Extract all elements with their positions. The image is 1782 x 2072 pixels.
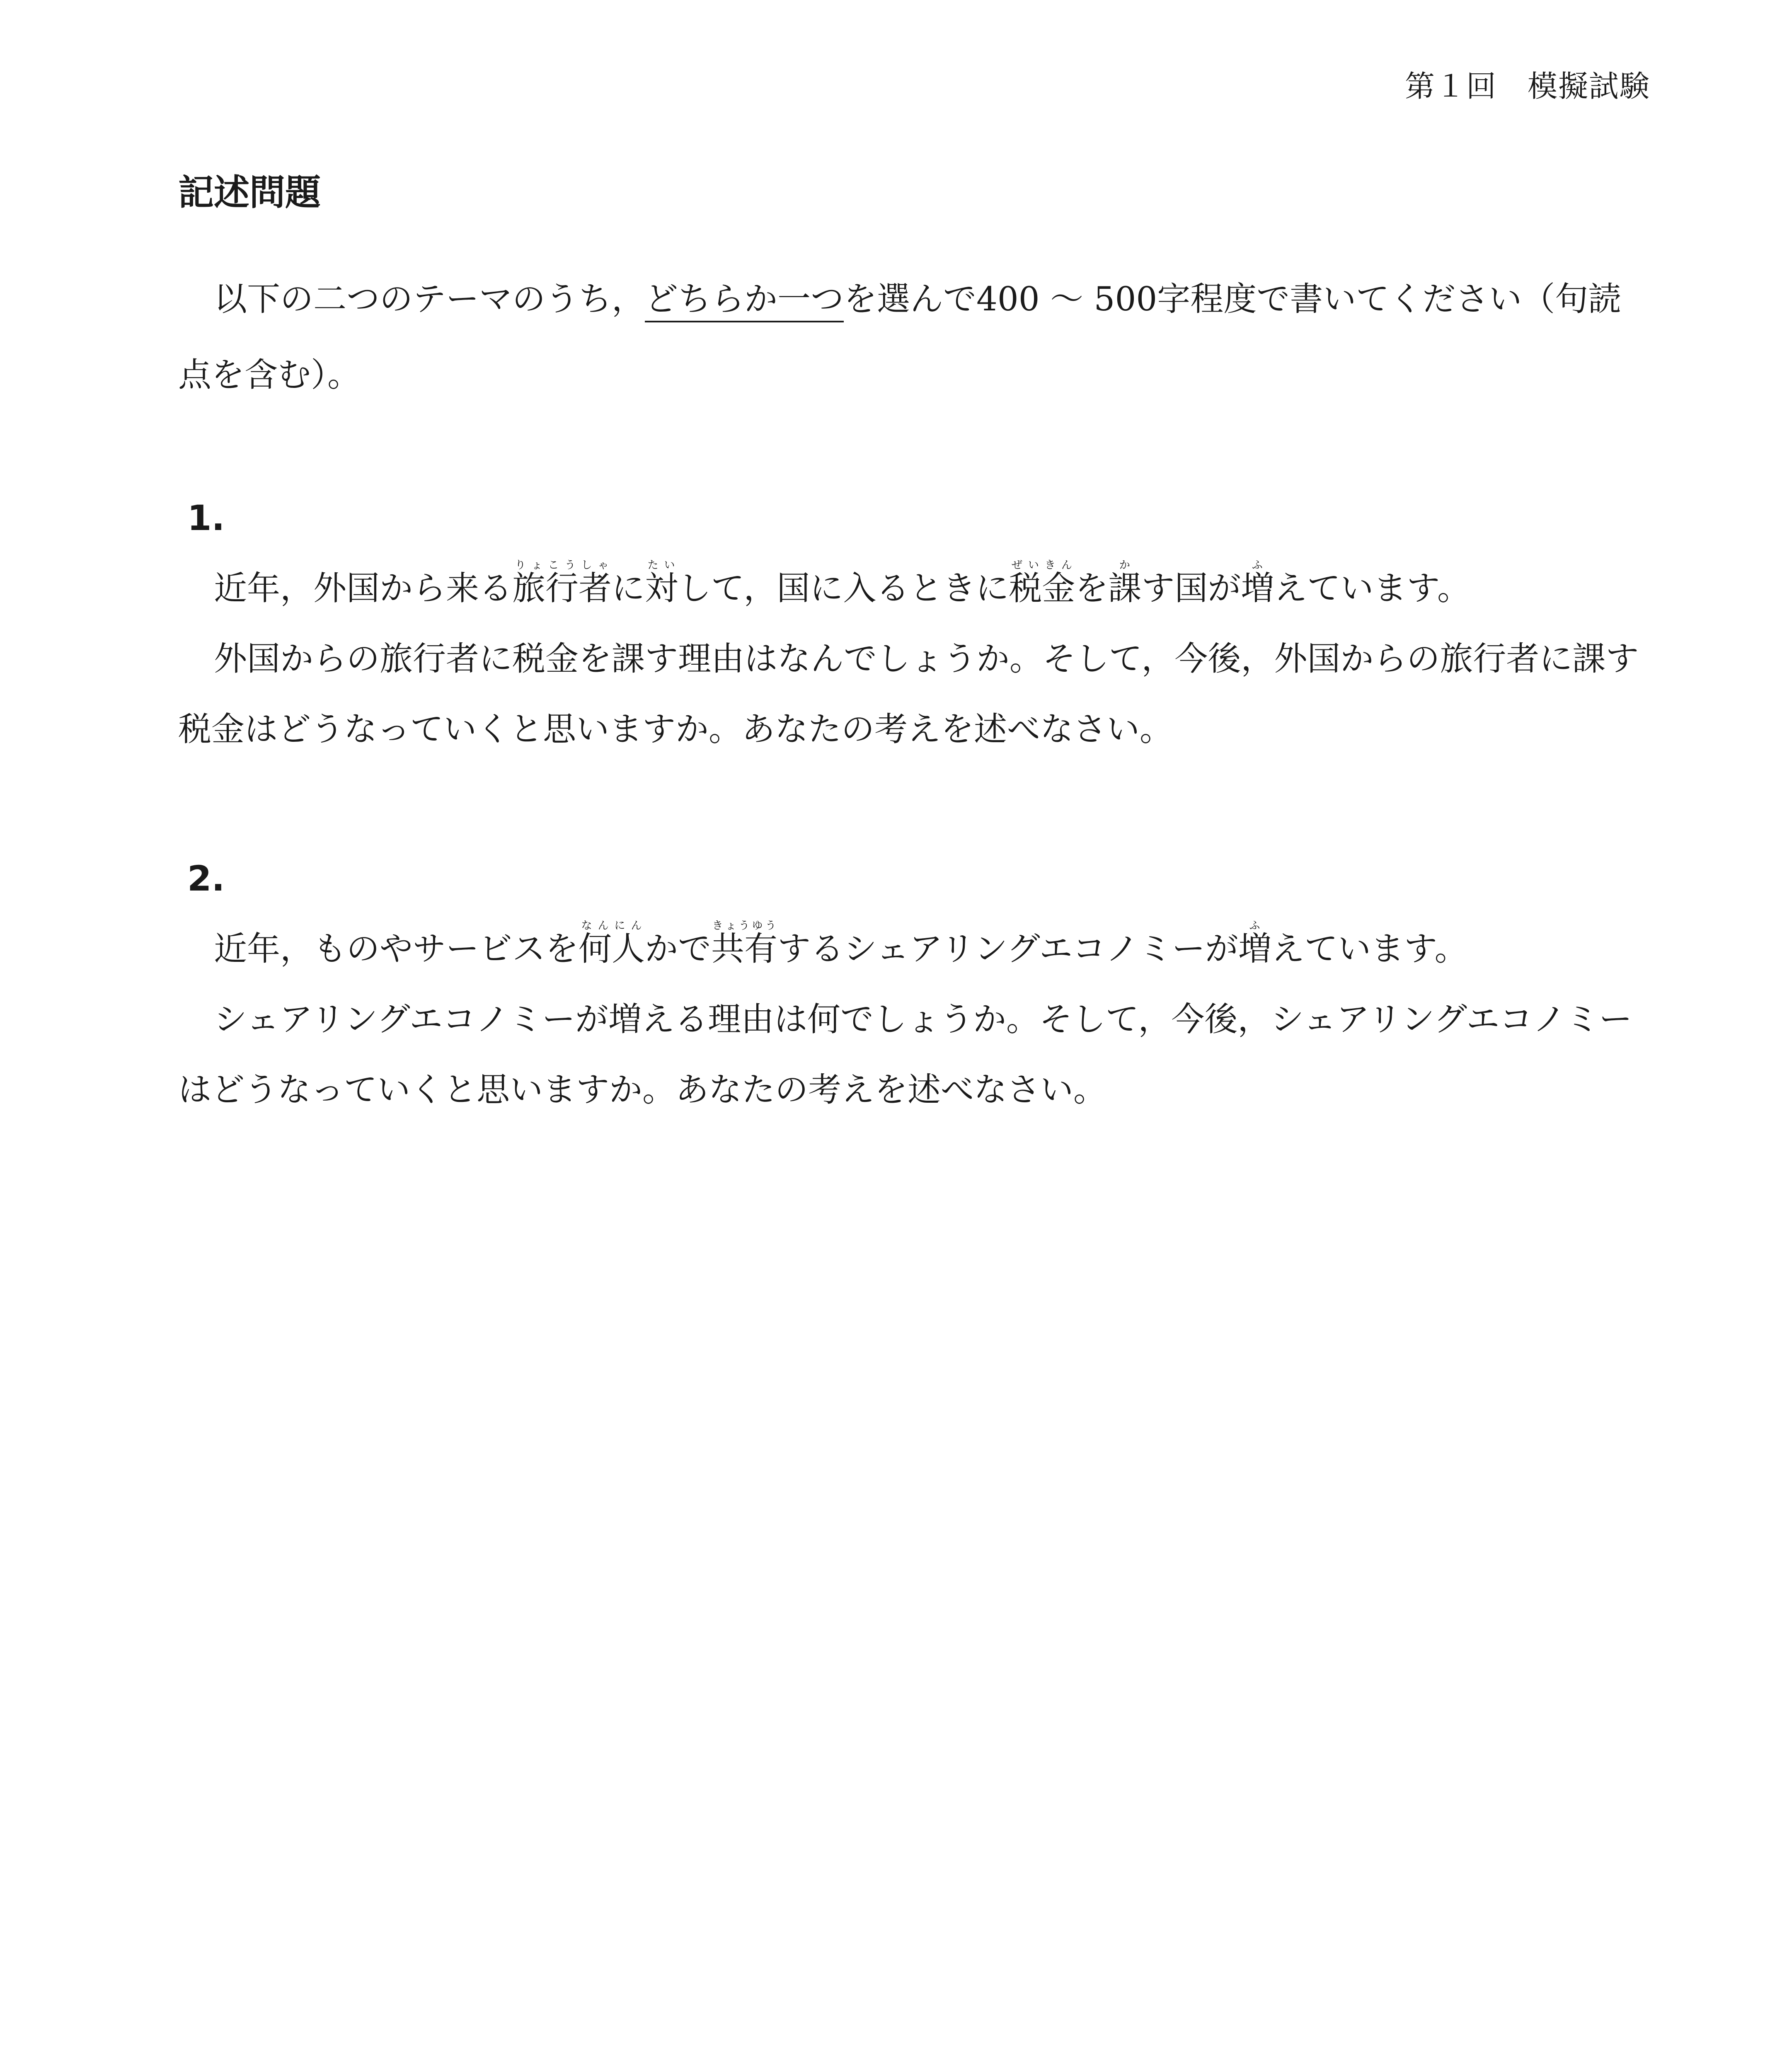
question-task: シェアリングエコノミーが増える理由は何でしょうか。そして，今後，シェアリングエコノミーはどうなっていくと思いますか。あなたの考えを述べなさい。 [178,1000,1632,1109]
ruby-base: 課 [1108,569,1142,608]
question-number: 1. [187,498,225,538]
ruby-reading: きょうゆう [711,920,777,932]
ruby-word [645,559,678,608]
ruby-word [579,920,645,968]
instructions-underlined: どちらか一つ [645,280,844,322]
question-2 [178,858,1649,1125]
ruby-reading: か [1108,559,1142,571]
question-number: 2. [187,858,225,899]
instructions-before: 以下の二つのテーマのうち， [214,280,645,318]
question-prompt [178,914,1649,984]
text-segment: えています。 [1274,569,1471,608]
ruby-word [1009,559,1075,608]
page-header: 第１回 模擬試験 [1404,69,1650,104]
ruby-word [1238,920,1271,968]
ruby-word [1108,559,1142,608]
text-segment: 近年，外国から来る [214,569,512,608]
ruby-word [1241,559,1274,608]
text-segment: に [612,569,645,608]
text-segment: えています。 [1271,929,1468,968]
instructions [178,261,1649,413]
ruby-base: 対 [645,569,678,608]
question-task: 外国からの旅行者に税金を課す理由はなんでしょうか。そして，今後，外国からの旅行者に課す税金はどうなっていくと思いますか。あなたの考えを述べなさい。 [178,639,1639,748]
ruby-reading: りょこうしゃ [512,559,612,571]
instructions-after: を選んで400 ～ 500字程度で書いてください（句読点を含む）。 [178,280,1622,394]
ruby-reading: なんにん [579,920,645,932]
ruby-base: 税金 [1009,569,1075,608]
text-segment: す国が [1141,569,1241,608]
text-segment: を [1075,569,1109,608]
ruby-base: 増 [1238,929,1271,968]
ruby-reading: ぜいきん [1009,559,1075,571]
text-segment: して，国に入るときに [678,569,1009,608]
ruby-base: 増 [1241,569,1274,608]
ruby-reading: たい [645,559,678,571]
text-segment: かで [645,929,711,968]
ruby-base: 旅行者 [512,569,612,608]
ruby-reading: ふ [1238,920,1271,932]
ruby-base: 共有 [711,929,777,968]
question-prompt [178,553,1649,624]
ruby-word [711,920,777,968]
question-1 [178,497,1649,765]
ruby-word [512,559,612,608]
section-title: 記述問題 [178,172,321,213]
text-segment: するシェアリングエコノミーが [777,929,1238,968]
ruby-base: 何人 [579,929,645,968]
text-segment: 近年，ものやサービスを [214,929,579,968]
ruby-reading: ふ [1241,559,1274,571]
